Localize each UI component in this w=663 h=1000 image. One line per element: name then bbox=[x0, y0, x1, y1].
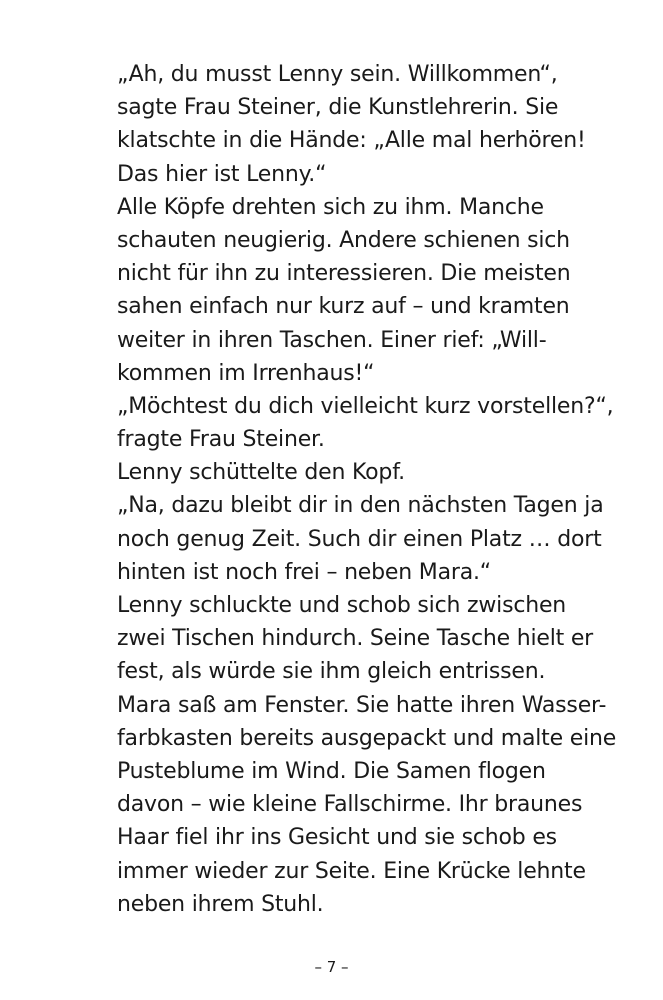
text-line: Haar fiel ihr ins Gesicht und sie schob es bbox=[117, 825, 557, 851]
text-line: farbkasten bereits ausgepackt und malte eine bbox=[117, 725, 617, 751]
text-line: „Ah, du musst Lenny sein. Willkommen“, bbox=[117, 62, 558, 87]
text-line: Lenny schluckte und schob sich zwischen bbox=[117, 593, 567, 618]
text-line: noch genug Zeit. Such dir einen Platz … dort bbox=[117, 526, 602, 552]
text-line: sahen einfach nur kurz auf – und kramten bbox=[117, 294, 570, 320]
text-line: nicht für ihn zu interessieren. Die meisten bbox=[117, 261, 571, 287]
text-line: klatschte in die Hände: „Alle mal herhören! bbox=[117, 128, 586, 154]
text-line: Pusteblume im Wind. Die Samen flogen bbox=[117, 758, 546, 784]
page-body-text bbox=[117, 58, 637, 921]
text-line: schauten neugierig. Andere schienen sich bbox=[117, 227, 570, 253]
text-line: kommen im Irrenhaus!“ bbox=[117, 360, 375, 386]
text-line: Mara saß am Fenster. Sie hatte ihren Wasser- bbox=[117, 692, 607, 718]
text-line: sagte Frau Steiner, die Kunstlehrerin. Sie bbox=[117, 95, 559, 121]
page-number: – 7 – bbox=[314, 958, 349, 976]
text-line: fragte Frau Steiner. bbox=[117, 427, 325, 453]
text-line: Alle Köpfe drehten sich zu ihm. Manche bbox=[117, 194, 544, 220]
text-line: immer wieder zur Seite. Eine Krücke lehnte bbox=[117, 858, 586, 884]
text-line: Das hier ist Lenny.“ bbox=[117, 161, 327, 187]
text-line: „Na, dazu bleibt dir in den nächsten Tagen ja bbox=[117, 493, 604, 519]
text-line: davon – wie kleine Fallschirme. Ihr braunes bbox=[117, 792, 583, 818]
text-line: „Möchtest du dich vielleicht kurz vorstellen?“, bbox=[117, 393, 614, 419]
text-line: neben ihrem Stuhl. bbox=[117, 891, 324, 917]
text-line: hinten ist noch frei – neben Mara.“ bbox=[117, 559, 491, 585]
text-line: weiter in ihren Taschen. Einer rief: „Will- bbox=[117, 327, 547, 353]
text-line: zwei Tischen hindurch. Seine Tasche hielt er bbox=[117, 626, 594, 652]
text-line: fest, als würde sie ihm gleich entrissen. bbox=[117, 659, 546, 685]
text-line: Lenny schüttelte den Kopf. bbox=[117, 460, 405, 486]
